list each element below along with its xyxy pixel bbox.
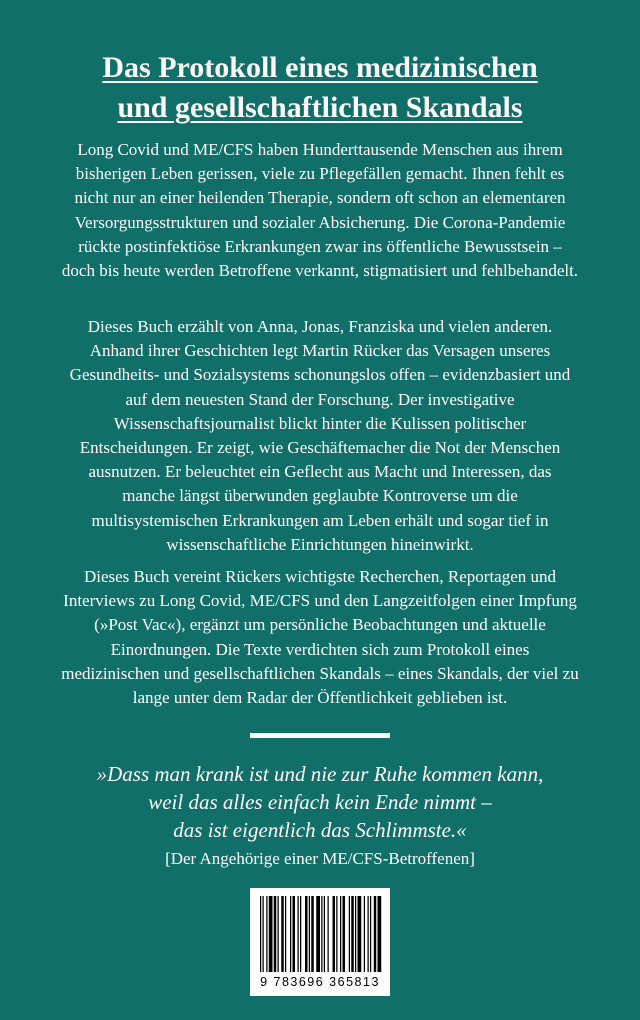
barcode-bar [290,896,291,972]
barcode-bar [311,896,314,972]
barcode-bar [260,896,261,972]
cover-headline [0,48,640,128]
barcode-bar [305,896,308,972]
barcode-bar [378,896,382,972]
isbn-barcode [250,888,390,996]
barcode-bar [328,896,329,972]
barcode-bars [250,888,390,976]
quote-attribution: [Der Angehörige einer ME/CFS-Betroffenen] [165,849,475,868]
barcode-bar [336,896,337,972]
barcode-bar [333,896,336,972]
barcode-bar [293,896,296,972]
headline-line-1: Das Protokoll eines medizinischen [102,51,538,84]
barcode-bar [269,896,273,972]
barcode-bar [370,896,371,972]
barcode-bar [368,896,369,972]
barcode-bar [364,896,365,972]
barcode-bar [263,896,264,972]
pull-quote [40,760,600,844]
headline-line-2: und gesellschaftlichen Skandals [117,91,523,124]
barcode-bar [266,896,267,972]
barcode-bar [343,896,346,972]
barcode-bar [355,896,356,972]
barcode-bar [278,896,279,972]
barcode-bar [274,896,277,972]
isbn-number: 9 783696 365813 [260,975,380,989]
barcode-bar [281,896,284,972]
barcode-bar [309,896,310,972]
quote-line-3: das ist eigentlich das Schlimmste.« [173,818,467,842]
barcode-bar [321,896,322,972]
barcode-bar [358,896,362,972]
barcode-bar [340,896,341,972]
barcode-bar [374,896,377,972]
barcode-bar [316,896,320,972]
divider-rule [250,733,390,738]
barcode-bar [351,896,354,972]
blurb-paragraph-2: Dieses Buch erzählt von Anna, Jonas, Franziska und vielen anderen. Anhand ihrer Geschichten legt Martin Rücker das Versagen unseres Gesundheits- und Sozialsystems schonungslos offen – evidenzbasiert und auf dem neuesten Stand der Forschung. Der investigative Wissenschaftsjournalist blickt hinter die Kulissen politischer Entscheidungen. Er zeigt, wie Geschäftemacher die Not der Menschen ausnutzen. Er beleuchtet ein Geflecht aus Macht und Interessen, das manche längst überwunden geglaubte Kontroverse um die multisystemischen Erkrankungen am Leben erhält und sogar tief in wissenschaftliche Einrichtungen hineinwirkt. [69,317,571,554]
barcode-bar [324,896,325,972]
barcode-bar [298,896,299,972]
blurb-paragraph-3: Dieses Buch vereint Rückers wichtigste Recherchen, Reportagen und Interviews zu Long Covid, ME/CFS und den Langzeitfolgen einer Impfung (»Post Vac«), ergänzt um persönliche Beobachtungen und aktuelle Einordnungen. Die Texte verdichten sich zum Protokoll eines medizinischen und gesellschaftlichen Skandals – eines Skandals, der viel zu lange unter dem Radar der Öffentlichkeit geblieben ist. [61,567,579,708]
quote-line-1: »Dass man krank ist und nie zur Ruhe kommen kann, [96,762,544,786]
barcode-bar [349,896,350,972]
quote-line-2: weil das alles einfach kein Ende nimmt – [148,790,492,814]
blurb-paragraph-1: Long Covid und ME/CFS haben Hunderttausende Menschen aus ihrem bisherigen Leben gerissen, viele zu Pflegefällen gemacht. Ihnen fehlt es nicht nur an einer heilenden Therapie, sondern oft schon an elementaren Versorgungsstrukturen und sozialer Absicherung. Die Corona-Pandemie rückte postinfektiöse Erkrankungen zwar ins öffentliche Bewusstsein – doch bis heute werden Betroffene verkannt, stigmatisiert und fehlbehandelt. [61,140,579,281]
barcode-bar [300,896,301,972]
barcode-bar [285,896,286,972]
